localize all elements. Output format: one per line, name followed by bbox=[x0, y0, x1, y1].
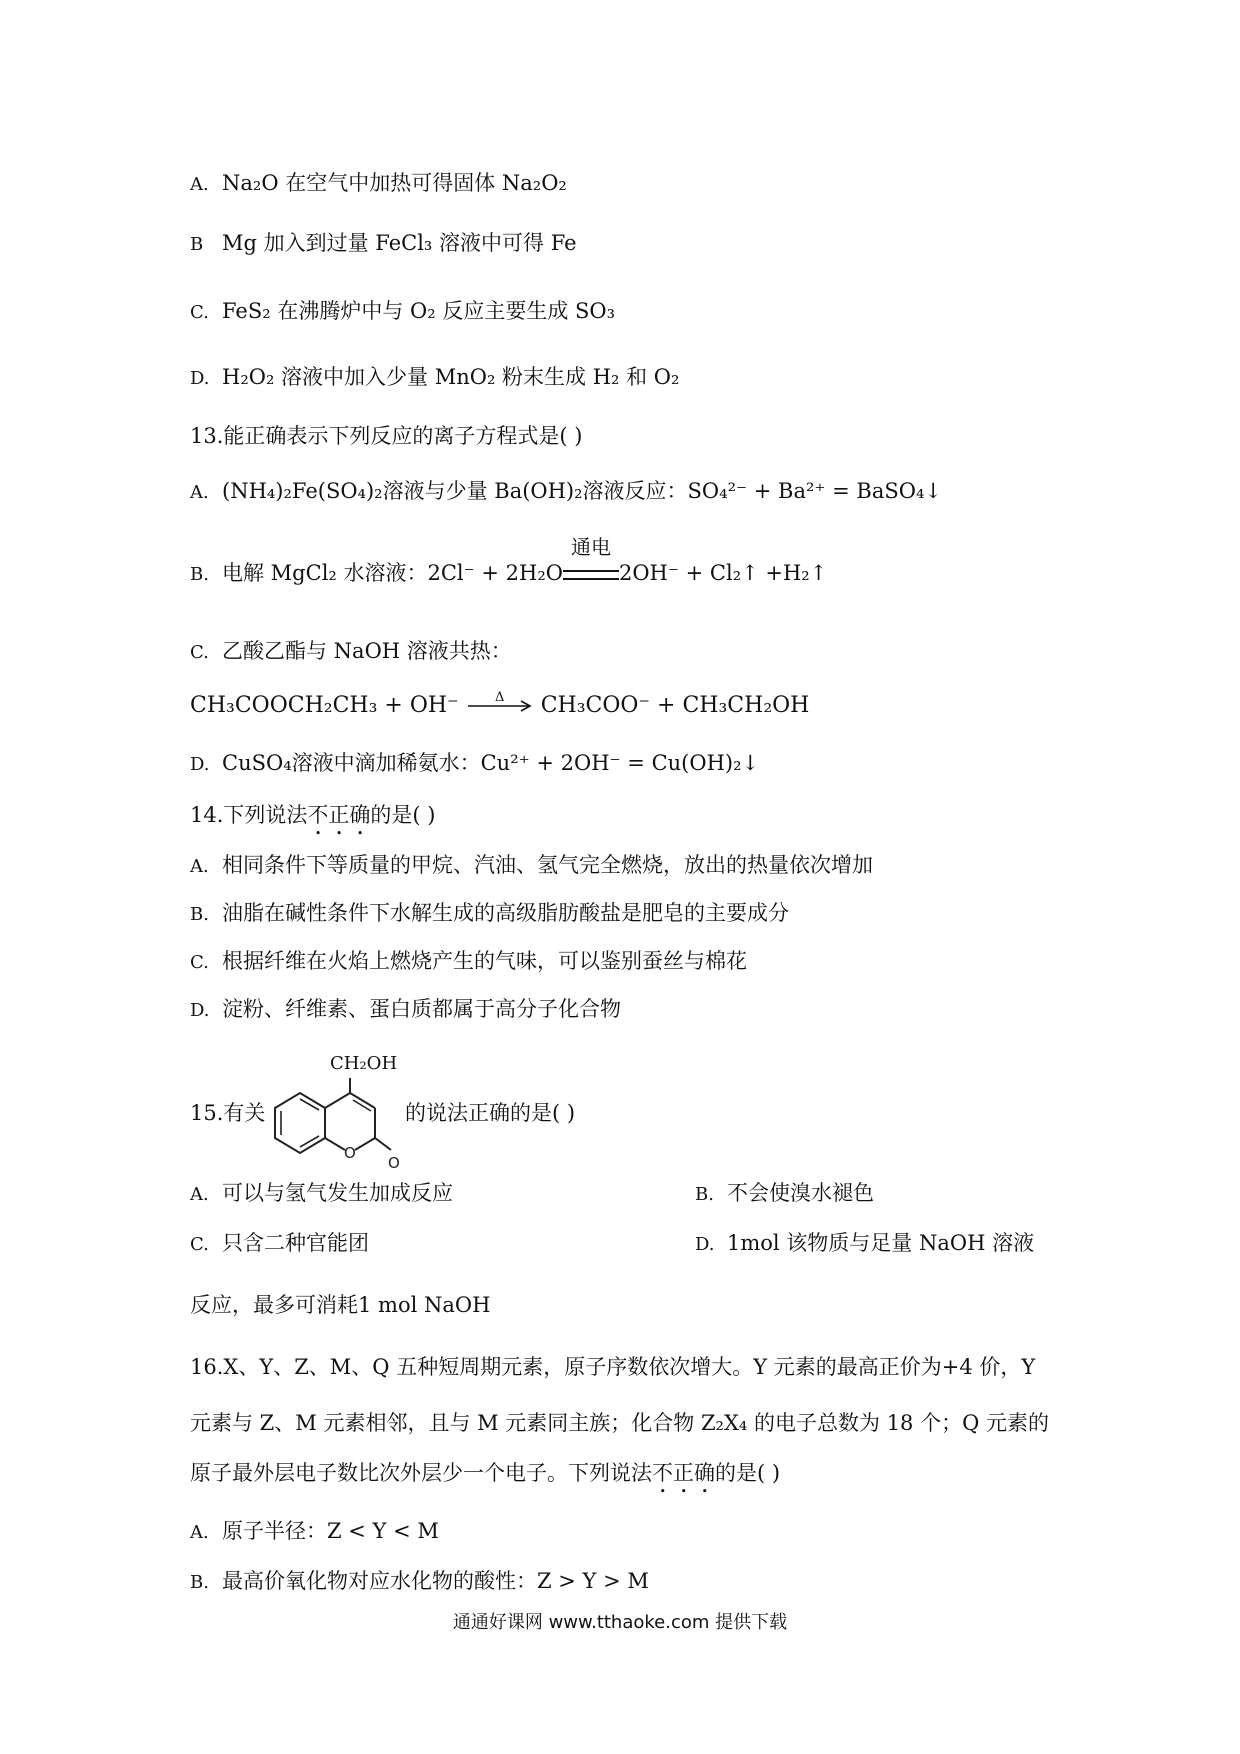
chemical-structure bbox=[255, 1053, 405, 1182]
option-text: Na₂O 在空气中加热可得固体 Na₂O₂ bbox=[222, 171, 567, 195]
option-label: B. bbox=[190, 564, 209, 585]
q13-option-c bbox=[190, 636, 1090, 668]
option-text: Mg 加入到过量 FeCl₃ 溶液中可得 Fe bbox=[222, 231, 577, 255]
q15-option-d-continuation bbox=[190, 1290, 1090, 1320]
option-text: 油脂在碱性条件下水解生成的高级脂肪酸盐是肥皂的主要成分 bbox=[222, 901, 789, 925]
q13-option-b bbox=[190, 535, 1090, 590]
page-footer: 通通好课网 www.tthaoke.com 提供下载 bbox=[452, 1612, 788, 1633]
option-text-suffix: 2OH⁻ + Cl₂↑ +H₂↑ bbox=[618, 561, 828, 585]
substituent-label: CH₂OH bbox=[330, 1053, 398, 1074]
condition-label: 通电 bbox=[570, 535, 611, 559]
option-text: FeS₂ 在沸腾炉中与 O₂ 反应主要生成 SO₃ bbox=[222, 299, 616, 323]
q14-option-a bbox=[190, 850, 1090, 882]
q15-option-d bbox=[695, 1228, 1034, 1260]
stem-part: 原子最外层电子数比次外层少一个电子。下列说法 bbox=[190, 1461, 652, 1485]
q14-option-b bbox=[190, 898, 1090, 930]
q12-option-c bbox=[190, 296, 1090, 328]
svg-text:O: O bbox=[388, 1154, 400, 1172]
option-text: CuSO₄溶液中滴加稀氨水：Cu²⁺ + 2OH⁻ = Cu(OH)₂↓ bbox=[222, 751, 760, 775]
equation-left: CH₃COOCH₂CH₃ + OH⁻ bbox=[190, 693, 459, 718]
option-label: B. bbox=[190, 1572, 209, 1593]
option-text: 乙酸乙酯与 NaOH 溶液共热： bbox=[222, 639, 512, 663]
q13-option-d bbox=[190, 748, 1090, 780]
option-text: (NH₄)₂Fe(SO₄)₂溶液与少量 Ba(OH)₂溶液反应：SO₄²⁻ + Ba²⁺ = BaSO₄↓ bbox=[222, 479, 942, 503]
option-label: B. bbox=[190, 904, 209, 925]
q15-stem-suffix bbox=[405, 1098, 1090, 1128]
option-text: 可以与氢气发生加成反应 bbox=[222, 1181, 453, 1205]
stem-part: 的是( ) bbox=[715, 1461, 781, 1485]
option-text: 1mol 该物质与足量 NaOH 溶液 bbox=[727, 1231, 1035, 1255]
stem-part: 14.下列说法 bbox=[190, 803, 308, 827]
q13-stem bbox=[190, 421, 1090, 451]
option-label: C. bbox=[190, 642, 209, 663]
stem-part: 的说法正确的是( ) bbox=[405, 1101, 576, 1125]
svg-text:O: O bbox=[344, 1144, 356, 1162]
q14-option-d bbox=[190, 994, 1090, 1026]
option-label: A. bbox=[190, 482, 209, 503]
q14-option-c bbox=[190, 946, 1090, 978]
emphasized-word: 不正确 bbox=[652, 1461, 715, 1485]
q16-stem-line-3 bbox=[190, 1458, 1090, 1498]
option-text: H₂O₂ 溶液中加入少量 MnO₂ 粉末生成 H₂ 和 O₂ bbox=[222, 365, 680, 389]
reaction-arrow bbox=[466, 690, 534, 712]
option-label: A. bbox=[190, 1184, 209, 1205]
question-stem: 13.能正确表示下列反应的离子方程式是( ) bbox=[190, 424, 583, 448]
option-label: A. bbox=[190, 856, 209, 877]
option-text: 原子半径：Z < Y < M bbox=[222, 1519, 439, 1543]
q15-options-row-1 bbox=[190, 1178, 1090, 1210]
equation-right: CH₃COO⁻ + CH₃CH₂OH bbox=[540, 693, 810, 718]
stem-part: 16.X、Y、Z、M、Q 五种短周期元素，原子序数依次增大。Y 元素的最高正价为+4 价，Y bbox=[190, 1355, 1036, 1379]
option-label: A. bbox=[190, 1522, 209, 1543]
option-label: C. bbox=[190, 302, 209, 323]
emphasized-word: 不正确 bbox=[307, 803, 371, 827]
stem-part: 15.有关 bbox=[190, 1101, 266, 1125]
option-label: D. bbox=[190, 754, 210, 775]
electrolysis-condition bbox=[563, 535, 619, 588]
option-text: 不会使溴水褪色 bbox=[727, 1181, 874, 1205]
coumarin-structure-icon bbox=[255, 1058, 405, 1178]
q16-option-b bbox=[190, 1566, 1090, 1598]
option-label: B bbox=[190, 234, 204, 255]
arrow-icon bbox=[466, 700, 534, 712]
heat-symbol: Δ bbox=[494, 690, 505, 705]
q15-options-row-2 bbox=[190, 1228, 1090, 1260]
option-label: D. bbox=[190, 368, 210, 389]
double-equals-sign bbox=[563, 570, 619, 580]
q15-option-b bbox=[695, 1178, 874, 1210]
option-text: 淀粉、纤维素、蛋白质都属于高分子化合物 bbox=[222, 997, 621, 1021]
q13-option-c-equation bbox=[190, 690, 809, 722]
option-text: 根据纤维在火焰上燃烧产生的气味，可以鉴别蚕丝与棉花 bbox=[222, 949, 747, 973]
q14-stem bbox=[190, 800, 1090, 840]
q13-option-a bbox=[190, 476, 1090, 508]
stem-part: 元素与 Z、M 元素相邻，且与 M 元素同主族；化合物 Z₂X₄ 的电子总数为 18 个；Q 元素的 bbox=[190, 1411, 1049, 1435]
q12-option-b bbox=[190, 228, 1090, 260]
q16-option-a bbox=[190, 1516, 1090, 1548]
option-label: D. bbox=[190, 1000, 210, 1021]
option-text: 反应，最多可消耗1 mol NaOH bbox=[190, 1293, 491, 1317]
stem-part: 的是( ) bbox=[370, 803, 436, 827]
q16-stem-line-2 bbox=[190, 1408, 1090, 1438]
option-text: 最高价氧化物对应水化物的酸性：Z > Y > M bbox=[222, 1569, 649, 1593]
option-text-prefix: 电解 MgCl₂ 水溶液：2Cl⁻ + 2H₂O bbox=[222, 561, 563, 585]
option-text: 相同条件下等质量的甲烷、汽油、氢气完全燃烧，放出的热量依次增加 bbox=[222, 853, 873, 877]
option-label: D. bbox=[695, 1234, 715, 1255]
q16-stem-line-1 bbox=[190, 1352, 1090, 1382]
option-label: C. bbox=[190, 1234, 209, 1255]
option-label: C. bbox=[190, 952, 209, 973]
option-text: 只含二种官能团 bbox=[222, 1231, 369, 1255]
option-label: A. bbox=[190, 174, 209, 195]
option-label: B. bbox=[695, 1184, 714, 1205]
q12-option-a bbox=[190, 168, 1090, 200]
q12-option-d bbox=[190, 362, 1090, 394]
